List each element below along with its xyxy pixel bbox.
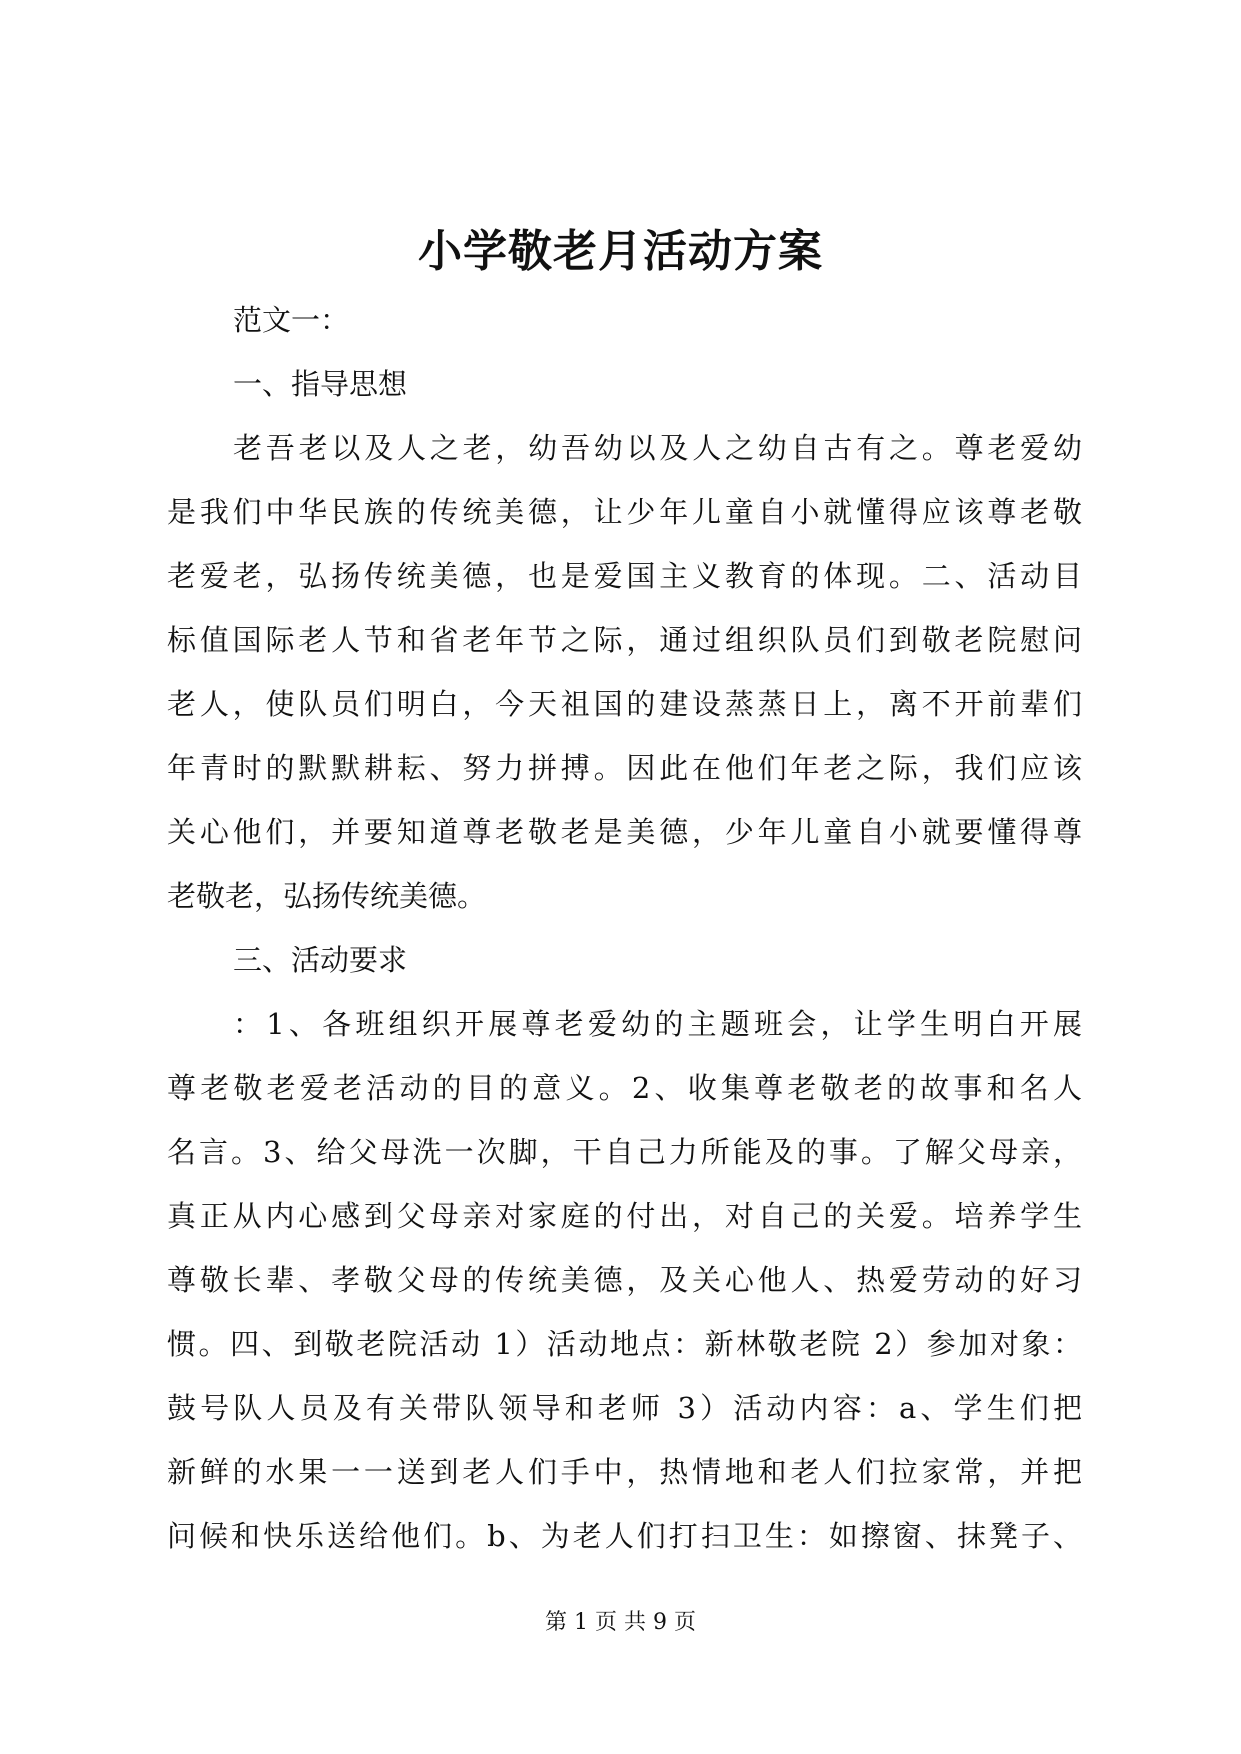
document-body [167, 288, 1082, 1568]
paragraph-line: 老吾老以及人之老，幼吾幼以及人之幼自古有之。尊老爱幼 [233, 431, 1082, 465]
paragraph-line: 名言。3、给父母洗一次脚，干自己力所能及的事。了解父母亲， [167, 1135, 1082, 1169]
paragraph-line: 老人，使队员们明白，今天祖国的建设蒸蒸日上，离不开前辈们 [167, 687, 1082, 721]
page-footer: 第 1 页 共 9 页 [545, 1610, 696, 1635]
paragraph-line: 关心他们，并要知道尊老敬老是美德，少年儿童自小就要懂得尊 [167, 815, 1082, 849]
paragraph-line: 尊敬长辈、孝敬父母的传统美德，及关心他人、热爱劳动的好习 [167, 1263, 1082, 1297]
paragraph-line: 真正从内心感到父母亲对家庭的付出，对自己的关爱。培养学生 [167, 1199, 1082, 1233]
section-label: 范文一： [233, 303, 350, 337]
paragraph-line: 鼓号队人员及有关带队领导和老师 3）活动内容：a、学生们把 [167, 1391, 1082, 1425]
paragraph-line: 老敬老，弘扬传统美德。 [167, 879, 487, 913]
paragraph-line: 是我们中华民族的传统美德，让少年儿童自小就懂得应该尊老敬 [167, 495, 1082, 529]
paragraph-line: 新鲜的水果一一送到老人们手中，热情地和老人们拉家常，并把 [167, 1455, 1082, 1489]
paragraph-line: 年青时的默默耕耘、努力拼搏。因此在他们年老之际，我们应该 [167, 751, 1082, 785]
paragraph-line: 老爱老，弘扬传统美德，也是爱国主义教育的体现。二、活动目 [167, 559, 1082, 593]
document-title: 小学敬老月活动方案 [418, 226, 823, 277]
section-heading: 三、活动要求 [233, 943, 408, 977]
paragraph-line: 问候和快乐送给他们。b、为老人们打扫卫生：如擦窗、抹凳子、 [167, 1519, 1082, 1553]
paragraph-line: 尊老敬老爱老活动的目的意义。2、收集尊老敬老的故事和名人 [167, 1071, 1082, 1105]
section-heading: 一、指导思想 [233, 367, 408, 401]
paragraph-line: 标值国际老人节和省老年节之际，通过组织队员们到敬老院慰问 [167, 623, 1082, 657]
paragraph-line: ：1、各班组织开展尊老爱幼的主题班会，让学生明白开展 [233, 1007, 1082, 1041]
paragraph-line: 惯。四、到敬老院活动 1）活动地点：新林敬老院 2）参加对象： [167, 1327, 1082, 1361]
